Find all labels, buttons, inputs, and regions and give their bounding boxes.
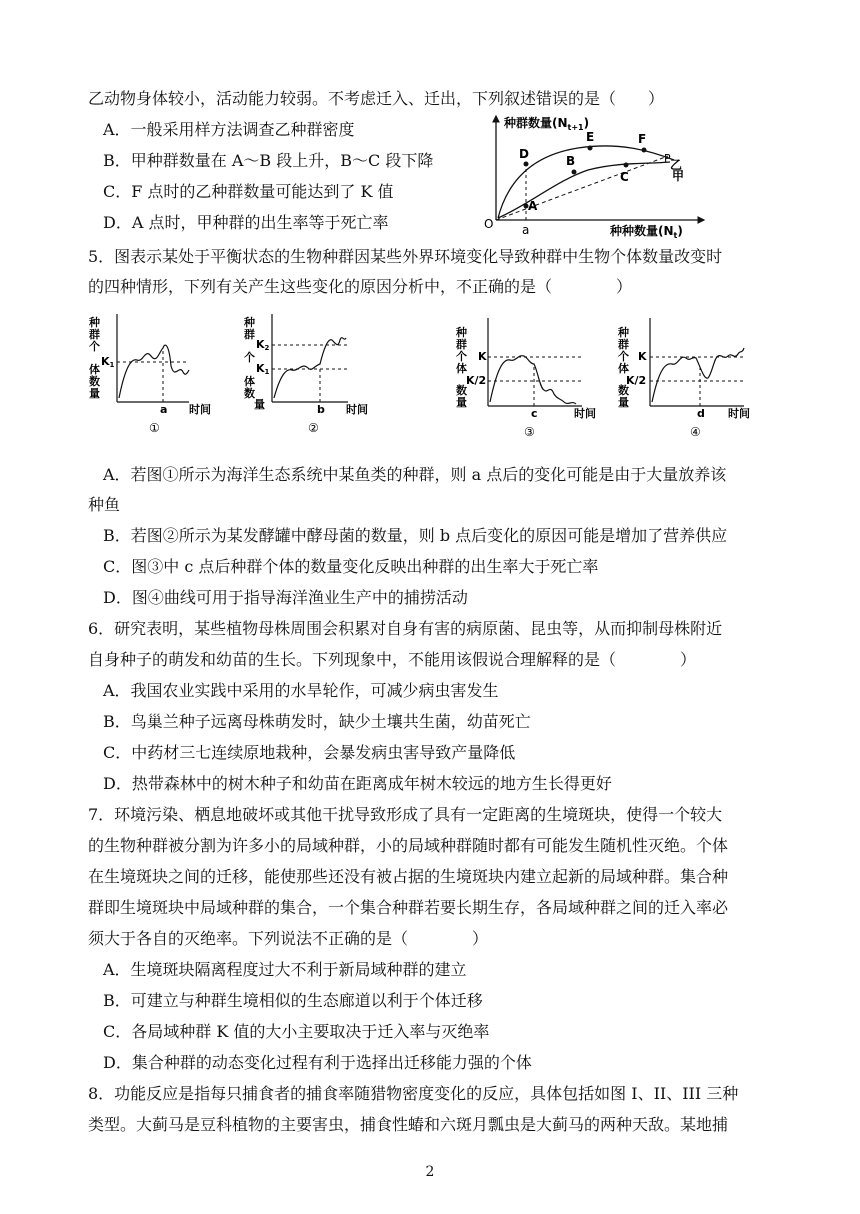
svg-text:a: a [160, 403, 168, 416]
q5-graph-3 [450, 314, 600, 444]
page-number: 2 [425, 1164, 435, 1180]
svg-text:①: ① [149, 421, 160, 435]
svg-text:K/2: K/2 [466, 374, 487, 387]
svg-text:K2: K2 [256, 338, 270, 352]
svg-text:K1: K1 [256, 362, 270, 376]
q7-option-c: C．各局域种群 K 值的大小主要取决于迁入率与灭绝率 [103, 1022, 490, 1041]
q6-line1: 6．研究表明，某些植物母株周围会积累对自身有害的病原菌、昆虫等，从而抑制母株附近 [88, 619, 723, 638]
q4-line-p [496, 156, 668, 220]
svg-text:时间: 时间 [346, 403, 368, 416]
q7-line2: 的生物种群被分割为许多小的局域种群，小的局域种群随时都有可能发生随机性灭绝。个体 [88, 836, 729, 855]
svg-text:群: 群 [618, 338, 629, 351]
svg-text:个: 个 [456, 350, 467, 363]
q5-graph-1 [85, 308, 225, 438]
q7-option-d: D．集合种群的动态变化过程有利于选择出迁移能力强的个体 [103, 1053, 532, 1072]
q7-line1: 7．环境污染、栖息地破坏或其他干扰导致形成了具有一定距离的生境斑块，使得一个较大 [88, 805, 723, 824]
q6-option-c: C．中药材三七连续原地栽种，会暴发病虫害导致产量降低 [103, 743, 516, 762]
q8-line1: 8．功能反应是指每只捕食者的捕食率随猎物密度变化的反应，具体包括如图 I、II、III 三种 [88, 1084, 739, 1103]
svg-text:K1: K1 [101, 355, 115, 369]
q5-graph-4 [604, 314, 764, 444]
q4-point-d [524, 162, 529, 167]
svg-text:体: 体 [456, 362, 467, 375]
q4-point-d-label: D [519, 147, 529, 161]
svg-text:种: 种 [456, 326, 467, 339]
svg-text:种: 种 [618, 326, 629, 339]
q7-option-b: B．可建立与种群生境相似的生态廊道以利于个体迁移 [103, 991, 483, 1010]
svg-text:时间: 时间 [189, 403, 211, 416]
svg-text:③: ③ [524, 425, 535, 439]
q5-option-d: D．图④曲线可用于指导海洋渔业生产中的捕捞活动 [103, 588, 468, 607]
q4-jia-label: 甲 [672, 169, 685, 183]
q4-point-c [624, 163, 629, 168]
svg-text:群: 群 [89, 328, 100, 341]
q4-point-b [572, 170, 577, 175]
svg-text:量: 量 [456, 396, 467, 409]
svg-text:④: ④ [690, 425, 701, 439]
svg-text:种: 种 [89, 316, 100, 329]
svg-text:时间: 时间 [728, 407, 750, 420]
svg-text:数: 数 [456, 384, 467, 397]
q4-point-b-label: B [566, 154, 576, 168]
q6-option-a: A．我国农业实践中采用的水旱轮作，可减少病虫害发生 [103, 681, 499, 700]
svg-text:d: d [697, 407, 705, 420]
svg-text:数: 数 [618, 384, 629, 397]
q5-line1: 5．图表示某处于平衡状态的生物种群因某些外界环境变化导致种群中生物个体数量改变时 [88, 247, 723, 266]
q5-option-b: B．若图②所示为某发酵罐中酵母菌的数量，则 b 点后变化的原因可能是增加了营养供应 [103, 526, 728, 545]
svg-text:种: 种 [244, 316, 255, 329]
q5-graph-2 [240, 308, 380, 438]
svg-text:量: 量 [89, 387, 100, 400]
q4-option-d: D．A 点时，甲种群的出生率等于死亡率 [103, 213, 389, 232]
q4-y-label: 种群数量$(N_{t+1})$ [504, 116, 590, 132]
q5-option-a-line2: 种鱼 [88, 495, 121, 514]
q4-p-label: P [664, 152, 671, 165]
q5-line2: 的四种情形，下列有关产生这些变化的原因分析中，不正确的是（ ） [88, 277, 633, 296]
svg-text:数: 数 [89, 375, 100, 388]
q5-option-a-line1: A．若图①所示为海洋生态系统中某鱼类的种群，则 a 点后的变化可能是由于大量放养该 [103, 465, 727, 484]
svg-text:群: 群 [244, 328, 255, 341]
q7-line5: 须大于各自的灭绝率。下列说法不正确的是（ ） [88, 929, 489, 948]
q4-point-f-label: F [638, 132, 647, 146]
q4-origin: O [484, 217, 494, 231]
svg-text:c: c [531, 407, 538, 420]
q4-figure [478, 110, 708, 238]
svg-text:体: 体 [244, 375, 255, 388]
q4-option-b: B．甲种群数量在 A～B 段上升，B～C 段下降 [103, 151, 434, 170]
svg-text:体: 体 [89, 363, 100, 376]
q7-option-a: A．生境斑块隔离程度过大不利于新局域种群的建立 [103, 960, 467, 979]
svg-text:②: ② [308, 421, 319, 435]
svg-text:体: 体 [618, 362, 629, 375]
q4-x-label: 种种数量$(N_t)$ [610, 224, 683, 238]
svg-text:个: 个 [89, 340, 100, 353]
q6-line2: 自身种子的萌发和幼苗的生长。下列现象中，不能用该假说合理解释的是（ ） [88, 650, 697, 669]
q4-point-e-label: E [586, 130, 595, 144]
q4-point-c-label: C [620, 170, 629, 184]
q5-option-c: C．图③中 c 点后种群个体的数量变化反映出种群的出生率大于死亡率 [103, 557, 599, 576]
q4-yi-label: 乙 [670, 158, 683, 172]
q4-point-f [642, 148, 647, 153]
svg-text:个: 个 [244, 351, 255, 364]
svg-text:K/2: K/2 [626, 374, 647, 387]
svg-text:K: K [478, 350, 487, 363]
q4-point-a-label: A [528, 199, 538, 213]
q7-line3: 在生境斑块之间的迁移，能使那些还没有被占据的生境斑块内建立起新的局域种群。集合种 [88, 867, 729, 886]
q8-line2: 类型。大蓟马是豆科植物的主要害虫，捕食性蝽和六斑月瓢虫是大蓟马的两种天敌。某地捕 [88, 1115, 729, 1134]
svg-text:数: 数 [244, 387, 255, 400]
q4-a-label: a [522, 223, 530, 237]
svg-text:量: 量 [618, 396, 629, 409]
svg-text:群: 群 [456, 338, 467, 351]
q4-option-c: C．F 点时的乙种群数量可能达到了 K 值 [103, 182, 394, 201]
q4-intro: 乙动物身体较小，活动能力较弱。不考虑迁入、迁出，下列叙述错误的是（ ） [88, 89, 665, 108]
svg-text:时间: 时间 [574, 407, 596, 420]
q6-option-b: B．鸟巢兰种子远离母株萌发时，缺少土壤共生菌，幼苗死亡 [103, 712, 531, 731]
svg-text:量: 量 [254, 398, 265, 411]
q7-line4: 群即生境斑块中局域种群的集合，一个集合种群若要长期生存，各局域种群之间的迁入率必 [88, 898, 729, 917]
svg-text:K: K [638, 350, 647, 363]
q4-option-a: A．一般采用样方法调查乙种群密度 [103, 120, 355, 139]
svg-text:个: 个 [618, 350, 629, 363]
q4-point-e [588, 146, 593, 151]
q6-option-d: D．热带森林中的树木种子和幼苗在距离成年树木较远的地方生长得更好 [103, 774, 612, 793]
svg-text:b: b [317, 403, 325, 416]
